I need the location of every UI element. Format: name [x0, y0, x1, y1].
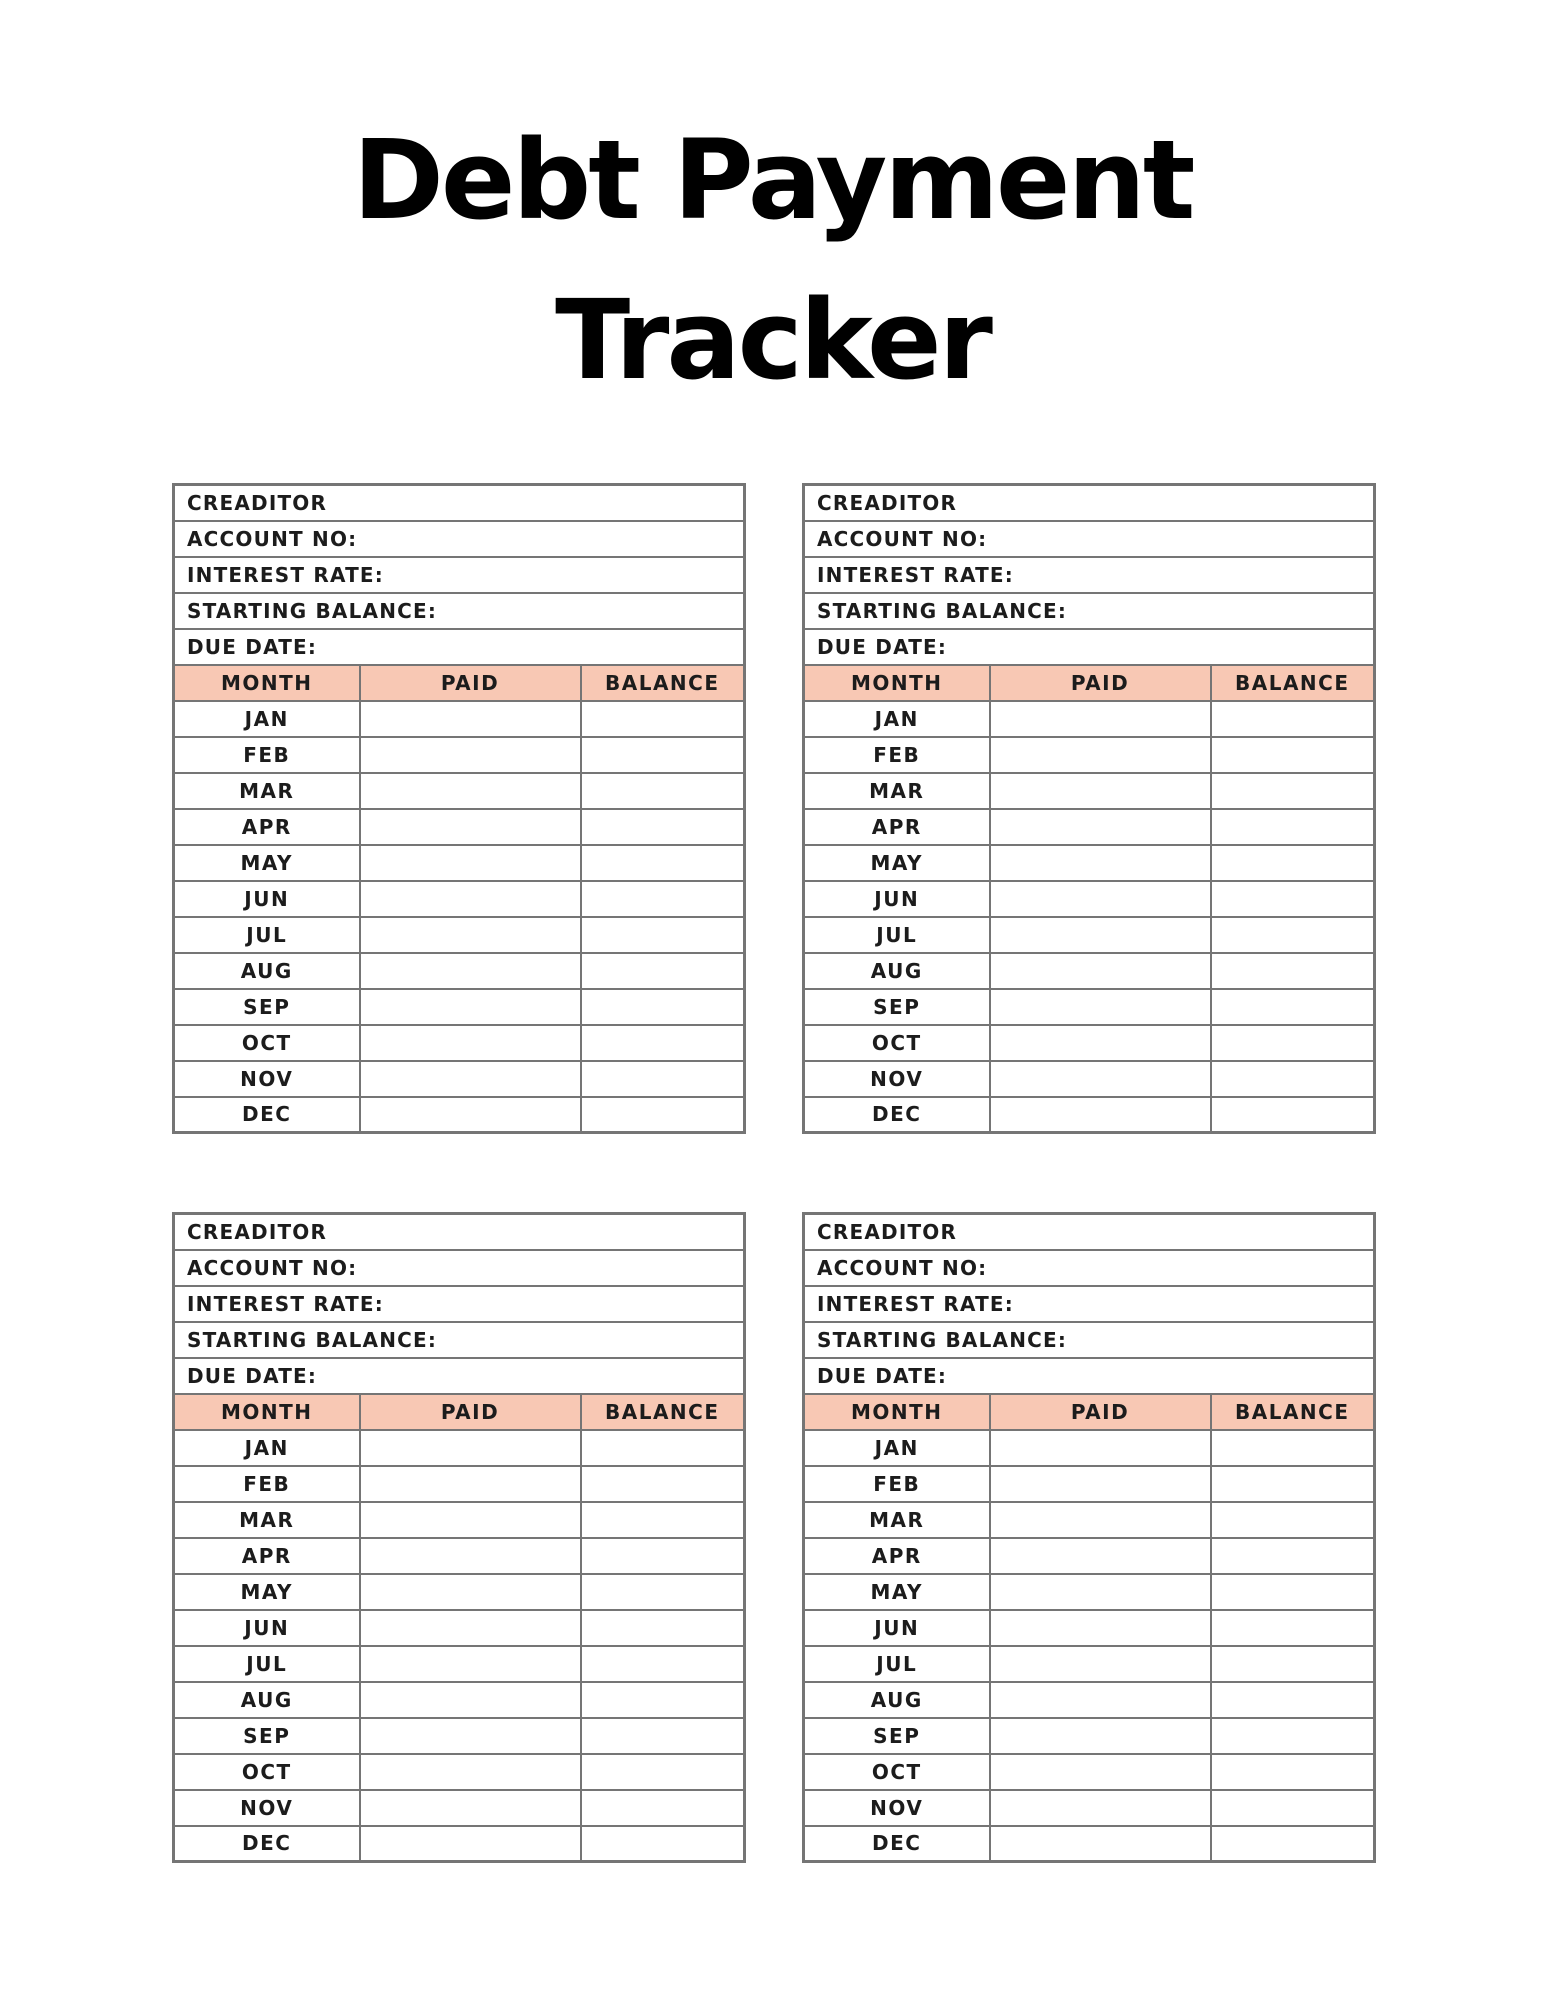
month-row: [174, 1790, 745, 1826]
month-row: [174, 1097, 745, 1133]
column-header-balance: BALANCE: [1211, 665, 1375, 701]
month-sep: SEP: [804, 1718, 990, 1754]
paid-cell: [990, 1826, 1211, 1862]
info-row: [804, 1322, 1375, 1358]
paid-cell: [990, 1466, 1211, 1502]
paid-cell: [990, 1718, 1211, 1754]
info-row: [174, 629, 745, 665]
info-row: [804, 593, 1375, 629]
starting-balance-label: STARTING BALANCE:: [804, 593, 1375, 629]
month-row: [174, 809, 745, 845]
month-row: [804, 1097, 1375, 1133]
balance-cell: [1211, 1790, 1375, 1826]
month-row: [804, 845, 1375, 881]
month-row: [174, 773, 745, 809]
month-nov: NOV: [804, 1790, 990, 1826]
column-header-month: MONTH: [174, 1394, 360, 1430]
interest-rate-label: INTEREST RATE:: [804, 1286, 1375, 1322]
table-header-row: [804, 665, 1375, 701]
balance-cell: [1211, 917, 1375, 953]
balance-cell: [581, 1061, 745, 1097]
month-aug: AUG: [804, 1682, 990, 1718]
debt-card: [172, 1212, 746, 1863]
page-title: [0, 100, 1545, 420]
debt-card: [802, 483, 1376, 1134]
paid-cell: [990, 1646, 1211, 1682]
month-row: [804, 1430, 1375, 1466]
starting-balance-label: STARTING BALANCE:: [174, 593, 745, 629]
month-row: [174, 737, 745, 773]
paid-cell: [360, 737, 581, 773]
month-feb: FEB: [174, 1466, 360, 1502]
month-row: [804, 1538, 1375, 1574]
column-header-month: MONTH: [174, 665, 360, 701]
info-row: [174, 593, 745, 629]
month-row: [804, 953, 1375, 989]
paid-cell: [360, 1502, 581, 1538]
page-title-line-2: Tracker: [555, 276, 990, 404]
info-row: [804, 1358, 1375, 1394]
balance-cell: [1211, 773, 1375, 809]
month-row: [174, 1718, 745, 1754]
debt-card: [172, 483, 746, 1134]
paid-cell: [360, 1826, 581, 1862]
month-nov: NOV: [804, 1061, 990, 1097]
month-row: [804, 773, 1375, 809]
month-row: [804, 1682, 1375, 1718]
balance-cell: [1211, 1718, 1375, 1754]
account-no-label: ACCOUNT NO:: [804, 1250, 1375, 1286]
paid-cell: [990, 1430, 1211, 1466]
balance-cell: [1211, 1646, 1375, 1682]
month-feb: FEB: [804, 1466, 990, 1502]
balance-cell: [1211, 989, 1375, 1025]
balance-cell: [581, 1610, 745, 1646]
month-row: [174, 1646, 745, 1682]
balance-cell: [1211, 953, 1375, 989]
month-oct: OCT: [804, 1025, 990, 1061]
month-aug: AUG: [174, 953, 360, 989]
balance-cell: [1211, 1754, 1375, 1790]
table-header-row: [174, 1394, 745, 1430]
paid-cell: [360, 989, 581, 1025]
balance-cell: [581, 1574, 745, 1610]
info-row: [804, 485, 1375, 521]
account-no-label: ACCOUNT NO:: [174, 1250, 745, 1286]
month-row: [804, 1718, 1375, 1754]
balance-cell: [581, 1502, 745, 1538]
paid-cell: [990, 1610, 1211, 1646]
month-dec: DEC: [174, 1097, 360, 1133]
creaditor-label: CREADITOR: [804, 1214, 1375, 1250]
balance-cell: [1211, 1574, 1375, 1610]
month-jun: JUN: [804, 1610, 990, 1646]
due-date-label: DUE DATE:: [804, 1358, 1375, 1394]
balance-cell: [581, 1646, 745, 1682]
paid-cell: [990, 1061, 1211, 1097]
balance-cell: [1211, 1430, 1375, 1466]
info-row: [174, 1358, 745, 1394]
month-apr: APR: [804, 809, 990, 845]
paid-cell: [990, 881, 1211, 917]
account-no-label: ACCOUNT NO:: [804, 521, 1375, 557]
month-row: [804, 737, 1375, 773]
month-mar: MAR: [174, 773, 360, 809]
month-apr: APR: [804, 1538, 990, 1574]
month-row: [804, 1754, 1375, 1790]
month-oct: OCT: [174, 1025, 360, 1061]
column-header-paid: PAID: [990, 1394, 1211, 1430]
balance-cell: [581, 881, 745, 917]
month-dec: DEC: [174, 1826, 360, 1862]
paid-cell: [990, 1025, 1211, 1061]
paid-cell: [990, 1682, 1211, 1718]
month-jul: JUL: [174, 917, 360, 953]
info-row: [174, 485, 745, 521]
month-row: [174, 1025, 745, 1061]
balance-cell: [581, 989, 745, 1025]
column-header-paid: PAID: [360, 1394, 581, 1430]
balance-cell: [581, 773, 745, 809]
month-nov: NOV: [174, 1061, 360, 1097]
balance-cell: [581, 737, 745, 773]
due-date-label: DUE DATE:: [174, 629, 745, 665]
month-jun: JUN: [174, 881, 360, 917]
month-mar: MAR: [804, 1502, 990, 1538]
paid-cell: [990, 917, 1211, 953]
month-mar: MAR: [174, 1502, 360, 1538]
balance-cell: [581, 1097, 745, 1133]
month-may: MAY: [804, 845, 990, 881]
balance-cell: [1211, 1466, 1375, 1502]
balance-cell: [581, 1754, 745, 1790]
paid-cell: [990, 1097, 1211, 1133]
paid-cell: [990, 989, 1211, 1025]
balance-cell: [581, 953, 745, 989]
paid-cell: [360, 1466, 581, 1502]
balance-cell: [1211, 701, 1375, 737]
creaditor-label: CREADITOR: [174, 485, 745, 521]
column-header-balance: BALANCE: [581, 1394, 745, 1430]
month-row: [174, 1682, 745, 1718]
month-jun: JUN: [804, 881, 990, 917]
month-row: [174, 1574, 745, 1610]
balance-cell: [1211, 1538, 1375, 1574]
paid-cell: [990, 1538, 1211, 1574]
paid-cell: [990, 1790, 1211, 1826]
paid-cell: [360, 1097, 581, 1133]
balance-cell: [1211, 1025, 1375, 1061]
month-row: [804, 989, 1375, 1025]
month-row: [174, 1826, 745, 1862]
month-row: [174, 953, 745, 989]
month-jul: JUL: [804, 917, 990, 953]
paid-cell: [360, 1610, 581, 1646]
balance-cell: [581, 1790, 745, 1826]
table-header-row: [804, 1394, 1375, 1430]
paid-cell: [360, 1025, 581, 1061]
balance-cell: [581, 1430, 745, 1466]
balance-cell: [581, 1682, 745, 1718]
info-row: [174, 521, 745, 557]
paid-cell: [360, 809, 581, 845]
paid-cell: [360, 953, 581, 989]
column-header-month: MONTH: [804, 665, 990, 701]
paid-cell: [360, 1538, 581, 1574]
month-aug: AUG: [804, 953, 990, 989]
month-row: [804, 1610, 1375, 1646]
interest-rate-label: INTEREST RATE:: [174, 557, 745, 593]
balance-cell: [1211, 809, 1375, 845]
info-row: [804, 557, 1375, 593]
column-header-balance: BALANCE: [1211, 1394, 1375, 1430]
month-row: [174, 881, 745, 917]
paid-cell: [360, 1646, 581, 1682]
paid-cell: [990, 953, 1211, 989]
balance-cell: [581, 1025, 745, 1061]
balance-cell: [1211, 1097, 1375, 1133]
balance-cell: [1211, 737, 1375, 773]
due-date-label: DUE DATE:: [174, 1358, 745, 1394]
paid-cell: [360, 1430, 581, 1466]
month-jan: JAN: [174, 1430, 360, 1466]
info-row: [804, 1286, 1375, 1322]
info-row: [174, 557, 745, 593]
month-sep: SEP: [804, 989, 990, 1025]
info-row: [174, 1250, 745, 1286]
month-sep: SEP: [174, 1718, 360, 1754]
balance-cell: [581, 1826, 745, 1862]
info-row: [804, 521, 1375, 557]
month-row: [174, 1430, 745, 1466]
info-row: [804, 1214, 1375, 1250]
info-row: [804, 629, 1375, 665]
balance-cell: [1211, 1502, 1375, 1538]
balance-cell: [1211, 881, 1375, 917]
balance-cell: [581, 917, 745, 953]
month-row: [174, 701, 745, 737]
month-may: MAY: [174, 1574, 360, 1610]
paid-cell: [990, 773, 1211, 809]
info-row: [174, 1322, 745, 1358]
month-row: [174, 917, 745, 953]
month-feb: FEB: [174, 737, 360, 773]
paid-cell: [360, 1718, 581, 1754]
paid-cell: [990, 701, 1211, 737]
paid-cell: [360, 701, 581, 737]
paid-cell: [990, 1502, 1211, 1538]
paid-cell: [360, 1574, 581, 1610]
month-row: [804, 1574, 1375, 1610]
month-row: [804, 1646, 1375, 1682]
column-header-month: MONTH: [804, 1394, 990, 1430]
balance-cell: [1211, 845, 1375, 881]
month-jul: JUL: [804, 1646, 990, 1682]
month-row: [804, 1466, 1375, 1502]
paid-cell: [360, 773, 581, 809]
month-row: [804, 917, 1375, 953]
cards-grid: [172, 483, 1373, 1863]
paid-cell: [360, 1682, 581, 1718]
month-may: MAY: [804, 1574, 990, 1610]
paid-cell: [990, 845, 1211, 881]
month-apr: APR: [174, 809, 360, 845]
month-oct: OCT: [174, 1754, 360, 1790]
month-jan: JAN: [804, 701, 990, 737]
creaditor-label: CREADITOR: [174, 1214, 745, 1250]
paid-cell: [360, 917, 581, 953]
month-oct: OCT: [804, 1754, 990, 1790]
info-row: [174, 1286, 745, 1322]
month-row: [804, 1790, 1375, 1826]
balance-cell: [1211, 1682, 1375, 1718]
month-feb: FEB: [804, 737, 990, 773]
paid-cell: [990, 1754, 1211, 1790]
info-row: [174, 1214, 745, 1250]
table-header-row: [174, 665, 745, 701]
paid-cell: [990, 1574, 1211, 1610]
interest-rate-label: INTEREST RATE:: [174, 1286, 745, 1322]
month-dec: DEC: [804, 1097, 990, 1133]
balance-cell: [581, 1538, 745, 1574]
page-title-line-1: Debt Payment: [352, 116, 1193, 244]
info-row: [804, 1250, 1375, 1286]
month-row: [174, 1466, 745, 1502]
starting-balance-label: STARTING BALANCE:: [174, 1322, 745, 1358]
month-row: [174, 1061, 745, 1097]
month-jan: JAN: [804, 1430, 990, 1466]
balance-cell: [581, 1718, 745, 1754]
month-row: [804, 809, 1375, 845]
month-row: [804, 701, 1375, 737]
month-jul: JUL: [174, 1646, 360, 1682]
debt-card: [802, 1212, 1376, 1863]
month-row: [174, 845, 745, 881]
month-row: [174, 989, 745, 1025]
balance-cell: [581, 809, 745, 845]
column-header-balance: BALANCE: [581, 665, 745, 701]
month-jun: JUN: [174, 1610, 360, 1646]
month-row: [804, 881, 1375, 917]
balance-cell: [581, 845, 745, 881]
month-nov: NOV: [174, 1790, 360, 1826]
month-row: [174, 1538, 745, 1574]
balance-cell: [581, 1466, 745, 1502]
month-row: [174, 1502, 745, 1538]
month-row: [804, 1826, 1375, 1862]
paid-cell: [360, 1754, 581, 1790]
balance-cell: [1211, 1061, 1375, 1097]
paid-cell: [990, 809, 1211, 845]
balance-cell: [581, 701, 745, 737]
account-no-label: ACCOUNT NO:: [174, 521, 745, 557]
balance-cell: [1211, 1610, 1375, 1646]
month-apr: APR: [174, 1538, 360, 1574]
column-header-paid: PAID: [990, 665, 1211, 701]
month-may: MAY: [174, 845, 360, 881]
month-row: [804, 1061, 1375, 1097]
paid-cell: [990, 737, 1211, 773]
month-mar: MAR: [804, 773, 990, 809]
balance-cell: [1211, 1826, 1375, 1862]
month-jan: JAN: [174, 701, 360, 737]
paid-cell: [360, 1790, 581, 1826]
month-row: [804, 1025, 1375, 1061]
paid-cell: [360, 845, 581, 881]
due-date-label: DUE DATE:: [804, 629, 1375, 665]
column-header-paid: PAID: [360, 665, 581, 701]
month-aug: AUG: [174, 1682, 360, 1718]
paid-cell: [360, 881, 581, 917]
interest-rate-label: INTEREST RATE:: [804, 557, 1375, 593]
creaditor-label: CREADITOR: [804, 485, 1375, 521]
month-row: [174, 1754, 745, 1790]
month-dec: DEC: [804, 1826, 990, 1862]
month-row: [804, 1502, 1375, 1538]
month-row: [174, 1610, 745, 1646]
paid-cell: [360, 1061, 581, 1097]
month-sep: SEP: [174, 989, 360, 1025]
starting-balance-label: STARTING BALANCE:: [804, 1322, 1375, 1358]
